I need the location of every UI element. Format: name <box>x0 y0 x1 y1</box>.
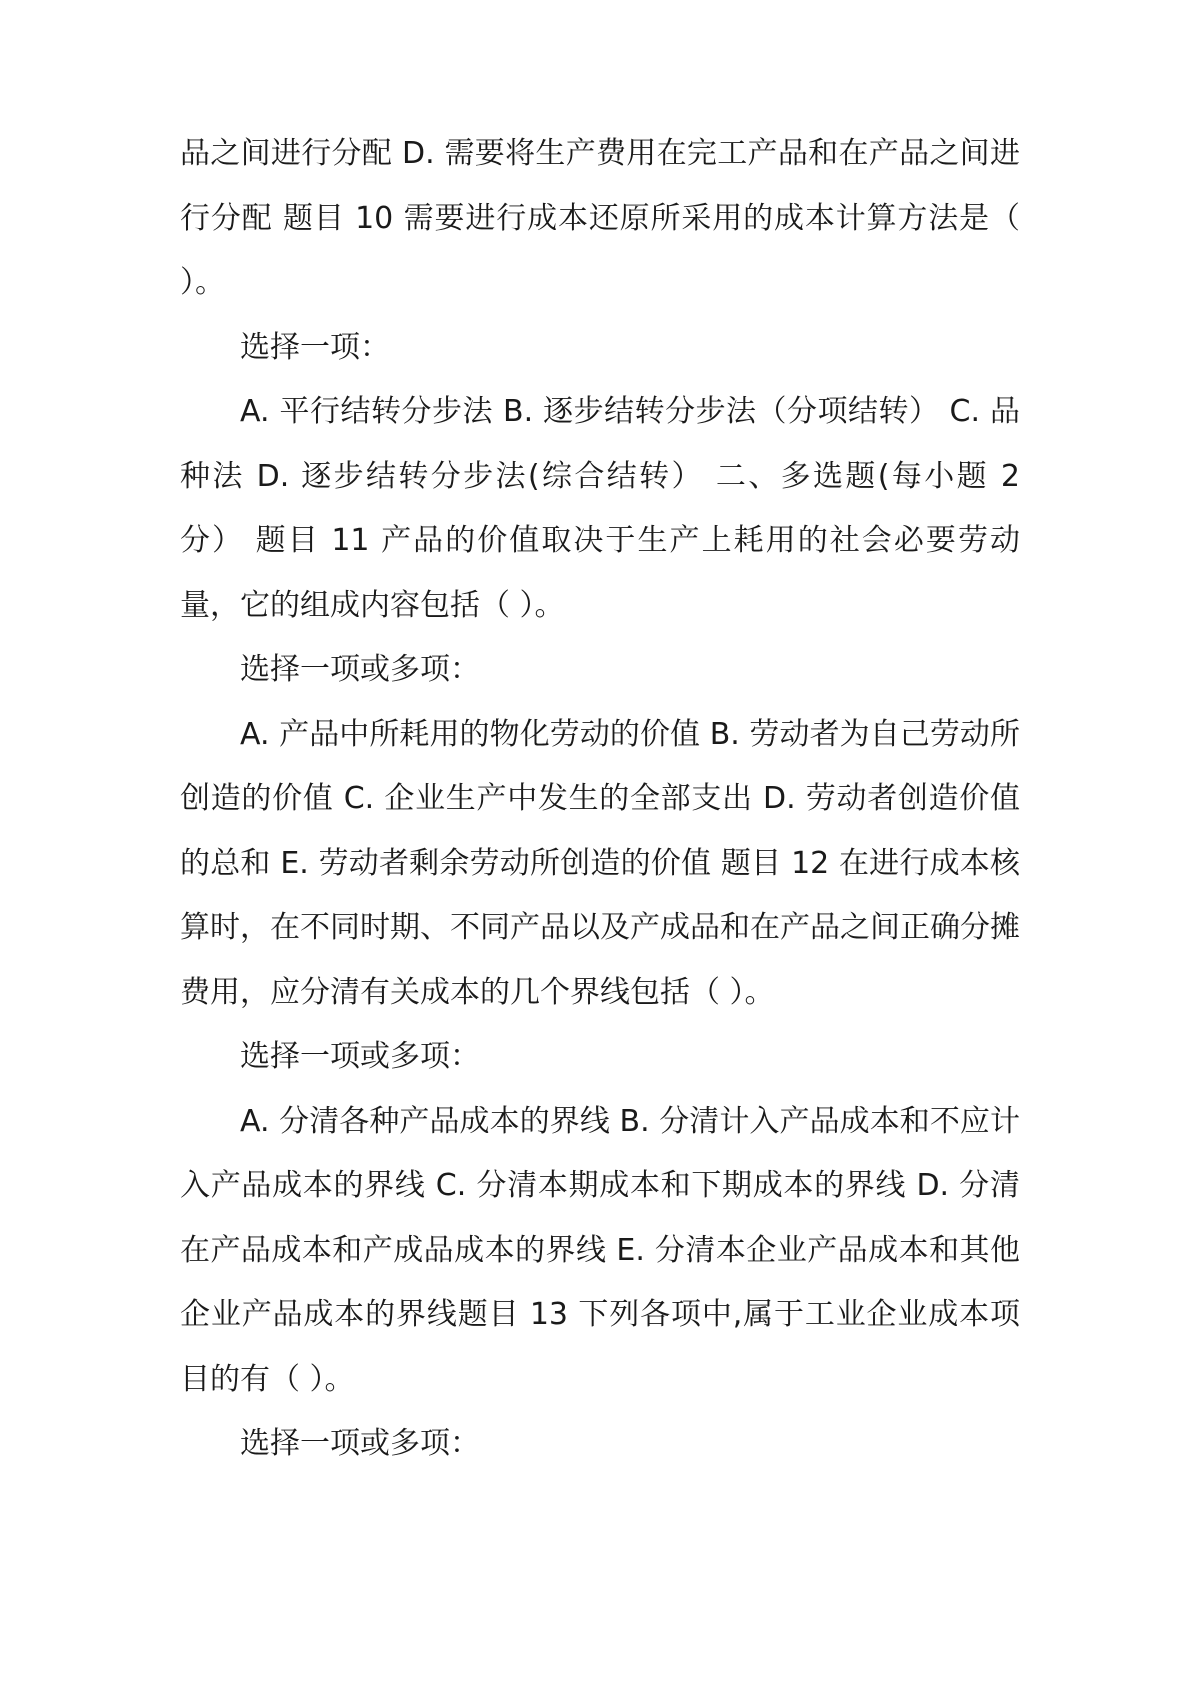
paragraph-question-12-options: A. 分清各种产品成本的界线 B. 分清计入产品成本和不应计入产品成本的界线 C. 分清本期成本和下期成本的界线 D. 分清在产品成本和产成品成本的界线 E. 分清本企业产品成本和其他企业产品成本的界线题目 13 下列各项中,属于工业企业成本项目的有（ ）。 <box>180 1103 1020 1397</box>
paragraph-select-multi-prompt-11: 选择一项或多项： <box>240 652 480 687</box>
paragraph-continuation: 品之间进行分配 D. 需要将生产费用在完工产品和在产品之间进行分配 题目 10 需要进行成本还原所采用的成本计算方法是（ ）。 <box>180 136 1020 300</box>
document-body <box>180 122 1020 1477</box>
paragraph-question-11-options: A. 产品中所耗用的物化劳动的价值 B. 劳动者为自己劳动所创造的价值 C. 企业生产中发生的全部支出 D. 劳动者创造价值的总和 E. 劳动者剩余劳动所创造的价值 题目 12 在进行成本核算时，在不同时期、不同产品以及产成品和在产品之间正确分摊费用，应分清有关成本的几个界线包括（ ）。 <box>180 716 1020 1010</box>
paragraph-select-one-prompt: 选择一项： <box>240 329 390 365</box>
paragraph-select-multi-prompt-12: 选择一项或多项： <box>240 1039 480 1074</box>
paragraph-question-10-options: A. 平行结转分步法 B. 逐步结转分步法（分项结转） C. 品种法 D. 逐步结转分步法(综合结转） 二、多选题(每小题 2 分） 题目 11 产品的价值取决于生产上耗用的社会必要劳动量，它的组成内容包括（ ）。 <box>180 394 1020 623</box>
paragraph-select-multi-prompt-13: 选择一项或多项： <box>240 1426 480 1461</box>
